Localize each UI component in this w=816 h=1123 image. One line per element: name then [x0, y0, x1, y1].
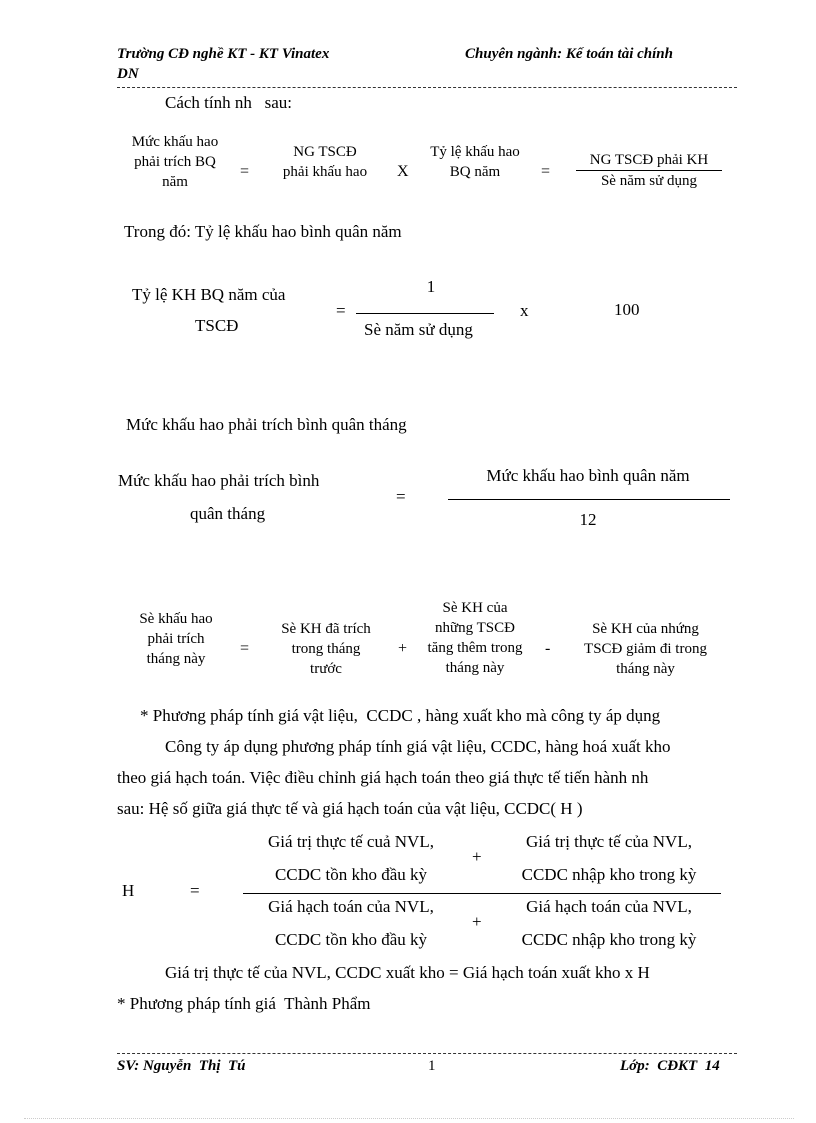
header-school: Trường CĐ nghề KT - KT Vinatex	[117, 46, 330, 62]
f1-fraction-bar	[576, 170, 722, 171]
page-edge	[24, 1118, 794, 1119]
footer-student: SV: Nguyễn Thị Tú	[117, 1058, 246, 1074]
f5-den-b-2: CCDC nhập kho trong kỳ	[521, 930, 697, 949]
f5-num-b-1: Giá trị thực tế của NVL,	[526, 832, 692, 851]
header-school-cont: DN	[117, 66, 139, 82]
f5-num-a-2: CCDC tồn kho đầu kỳ	[274, 865, 428, 884]
f1-term1: NG TSCĐ phải khấu hao	[282, 144, 368, 180]
f1-times: X	[397, 163, 409, 180]
f3-eq: =	[396, 487, 406, 506]
f5-lhs: H	[122, 881, 135, 900]
result-line: Giá trị thực tế của NVL, CCDC xuất kho = Giá hạch toán xuất kho x H	[165, 963, 650, 982]
f5-num-b-2: CCDC nhập kho trong kỳ	[521, 865, 697, 884]
header-major: Chuyên ngành: Kế toán tài chính	[465, 46, 673, 62]
f5-eq: =	[190, 881, 200, 900]
f3-lhs-2: quân tháng	[190, 504, 266, 523]
f2-lhs-2: TSCĐ	[195, 316, 239, 335]
f5-num-plus: +	[472, 847, 482, 866]
f2-lhs-1: Tỷ lệ KH BQ năm của	[132, 285, 286, 304]
para-line-2: theo giá hạch toán. Việc điều chỉnh giá hạch toán theo giá thực tế tiến hành nh	[117, 768, 649, 787]
f1-numerator: NG TSCĐ phải KH	[589, 152, 709, 168]
f1-term2: Tỷ lệ khấu hao BQ năm	[430, 144, 520, 180]
f5-den-a-2: CCDC tồn kho đầu kỳ	[274, 930, 428, 949]
f1-eq2: =	[541, 163, 551, 180]
f2-times: x	[520, 301, 529, 320]
f5-den-a-1: Giá hạch toán của NVL,	[268, 897, 434, 916]
f2-denominator: Sè năm sử dụng	[364, 320, 473, 339]
f5-den-b-1: Giá hạch toán của NVL,	[526, 897, 692, 916]
f5-fraction-bar	[243, 893, 721, 894]
f2-numerator: 1	[426, 277, 436, 296]
where-text: Trong đó: Tỷ lệ khấu hao bình quân năm	[124, 222, 402, 241]
f3-fraction-bar	[448, 499, 730, 500]
f1-denominator: Sè năm sử dụng	[600, 173, 698, 189]
f4-term1: Sè KH đã trích trong tháng trước	[281, 621, 371, 677]
method-title: * Phương pháp tính giá vật liệu, CCDC , hàng xuất kho mà công ty áp dụng	[140, 706, 661, 725]
f4-eq: =	[240, 640, 250, 657]
f1-eq1: =	[240, 163, 250, 180]
footer-divider	[117, 1053, 737, 1054]
f3-denominator: 12	[579, 510, 597, 529]
intro-text: Cách tính nh sau:	[165, 93, 293, 112]
f4-term2: Sè KH của những TSCĐ tăng thêm trong tháng này	[427, 600, 523, 676]
monthly-title: Mức khấu hao phải trích bình quân tháng	[126, 415, 407, 434]
f5-den-plus: +	[472, 912, 482, 931]
f3-lhs-1: Mức khấu hao phải trích bình	[118, 471, 320, 490]
f4-plus: +	[398, 640, 408, 657]
f5-num-a-1: Giá trị thực tế cuả NVL,	[268, 832, 434, 851]
f4-term3: Sè KH của nhứng TSCĐ giảm đi trong tháng này	[584, 621, 707, 677]
f1-lhs: Mức khấu hao phải trích BQ năm	[131, 134, 219, 190]
f4-minus: -	[545, 640, 551, 657]
footer-class: Lớp: CĐKT 14	[620, 1058, 720, 1074]
finished-title: * Phương pháp tính giá Thành Phẩm	[117, 994, 371, 1013]
para-line-1: Công ty áp dụng phương pháp tính giá vật liệu, CCDC, hàng hoá xuất kho	[165, 737, 671, 756]
footer-page-number: 1	[428, 1058, 436, 1074]
f4-lhs: Sè khấu hao phải trích tháng này	[139, 611, 213, 667]
f2-fraction-bar	[356, 313, 494, 314]
f3-numerator: Mức khấu hao bình quân năm	[486, 466, 690, 485]
f2-factor: 100	[614, 300, 640, 319]
f2-eq: =	[336, 301, 346, 320]
para-line-3: sau: Hệ số giữa giá thực tế và giá hạch toán của vật liệu, CCDC( H )	[117, 799, 583, 818]
header-divider	[117, 87, 737, 88]
